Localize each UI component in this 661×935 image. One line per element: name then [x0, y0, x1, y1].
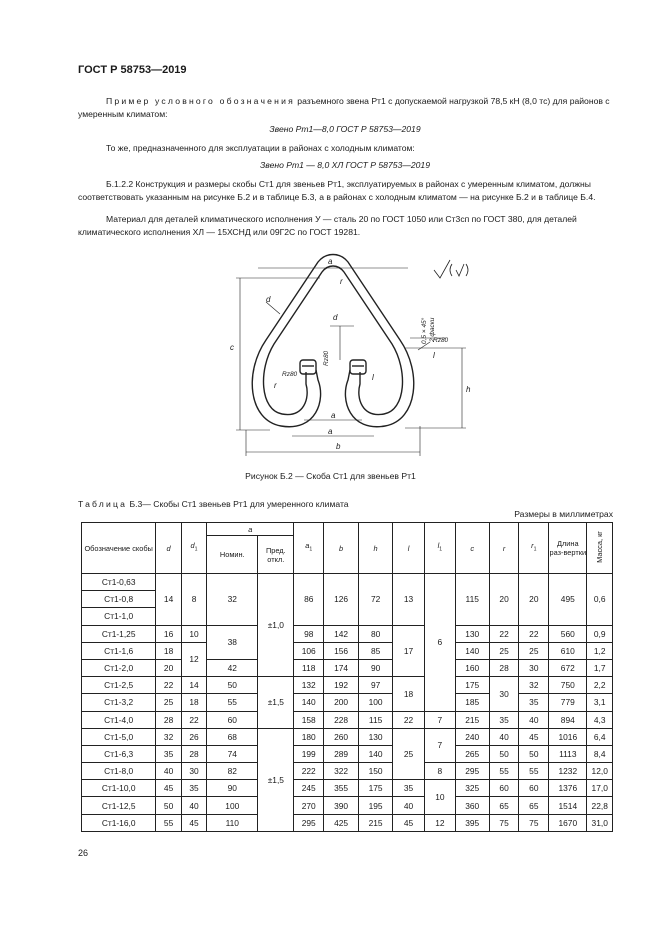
table-row	[82, 745, 613, 762]
table-cell: 2,2	[587, 677, 613, 694]
designation-example-1: Звено Рт1—8,0 ГОСТ Р 58753—2019	[269, 124, 421, 134]
table-cell: 10	[181, 625, 206, 642]
th-l: l	[393, 523, 425, 574]
label-d1: d	[333, 313, 338, 322]
left-threaded-end	[300, 360, 316, 374]
table-cell: Ст1-1,25	[82, 625, 156, 642]
table-cell: 1670	[549, 814, 587, 831]
th-r1: $r_1$	[519, 523, 549, 574]
table-cell: 4,3	[587, 711, 613, 728]
table-cell: Ст1-2,5	[82, 677, 156, 694]
table-cell: 130	[455, 625, 489, 642]
table-cell: 100	[359, 694, 393, 711]
table-cell: 7	[424, 711, 455, 728]
table-cell: 20	[156, 659, 181, 676]
table-cell: 270	[294, 797, 324, 814]
table-cell: 40	[181, 797, 206, 814]
table-cell: 20	[519, 574, 549, 626]
table-cell: 13	[393, 574, 425, 626]
table-cell: Ст1-8,0	[82, 763, 156, 780]
table-cell: 132	[294, 677, 324, 694]
table-cell: 18	[156, 642, 181, 659]
table-cell: 115	[455, 574, 489, 626]
table-cell: 140	[455, 642, 489, 659]
table-cell: 65	[519, 797, 549, 814]
table-cell: 779	[549, 694, 587, 711]
label-r: r	[340, 277, 343, 286]
table-cell: 3,1	[587, 694, 613, 711]
table-cell: 142	[324, 625, 359, 642]
table-cell: 35	[181, 780, 206, 797]
table-cell: 140	[294, 694, 324, 711]
table-cell: 8,4	[587, 745, 613, 762]
table-cell: 60	[519, 780, 549, 797]
table-cell: 97	[359, 677, 393, 694]
table-cell: 8	[181, 574, 206, 626]
table-row	[82, 763, 613, 780]
table-cell: 50	[207, 677, 258, 694]
table-cell: 894	[549, 711, 587, 728]
label-chamfer-count: 2 фаски	[429, 317, 436, 342]
table-cell: 26	[181, 728, 206, 745]
table-cell: 185	[455, 694, 489, 711]
label-rz-center: Rz80	[323, 350, 330, 366]
th-a-tolerance: Пред. откл.	[258, 536, 294, 574]
th-r: r	[489, 523, 519, 574]
table-cell: 192	[324, 677, 359, 694]
table-cell: Ст1-12,5	[82, 797, 156, 814]
table-cell: 35	[393, 780, 425, 797]
table-cell: 20	[489, 574, 519, 626]
table-cell: 25	[519, 642, 549, 659]
table-cell: Ст1-4,0	[82, 711, 156, 728]
table-cell: 180	[294, 728, 324, 745]
th-designation: Обозначение скобы	[82, 523, 156, 574]
table-cell: Ст1-5,0	[82, 728, 156, 745]
table-cell: 16	[156, 625, 181, 642]
table-cell: 55	[156, 814, 181, 831]
table-cell: 355	[324, 780, 359, 797]
paragraph-example	[78, 95, 612, 121]
table-cell: 160	[455, 659, 489, 676]
table-cell: 22	[393, 711, 425, 728]
table-cell: Ст1-2,0	[82, 659, 156, 676]
table-cell: 74	[207, 745, 258, 762]
table-cell: 86	[294, 574, 324, 626]
table-row	[82, 728, 613, 745]
document-header: ГОСТ Р 58753—2019	[78, 64, 187, 76]
table-cell: 14	[181, 677, 206, 694]
table-cell: 110	[207, 814, 258, 831]
table-cell: 30	[489, 677, 519, 711]
table-cell: 40	[393, 797, 425, 814]
table-row	[82, 814, 613, 831]
table-cell: 12	[424, 814, 455, 831]
table-cell: 130	[359, 728, 393, 745]
table-cell: 60	[207, 711, 258, 728]
th-a1: $a_1$	[294, 523, 324, 574]
table-cell: 31,0	[587, 814, 613, 831]
table-cell: ±1,5	[258, 728, 294, 831]
table-cell: 0,6	[587, 574, 613, 626]
table-row	[82, 642, 613, 659]
table-cell: 14	[156, 574, 181, 626]
table-cell: ±1,5	[258, 677, 294, 729]
th-a-nominal: Номин.	[207, 536, 258, 574]
table-cell: 325	[455, 780, 489, 797]
table-cell: 55	[519, 763, 549, 780]
label-chamfer: 0,5 × 45°	[421, 317, 428, 344]
table-cell: Ст1-10,0	[82, 780, 156, 797]
surface-finish-icon	[434, 260, 468, 278]
table-cell: 50	[519, 745, 549, 762]
th-a: a	[207, 523, 294, 536]
table-cell: 32	[519, 677, 549, 694]
table-cell: 156	[324, 642, 359, 659]
table-cell: 425	[324, 814, 359, 831]
th-mass: Масса, кг	[587, 523, 613, 574]
table-cell: 40	[156, 763, 181, 780]
table-row	[82, 625, 613, 642]
table-cell: ±1,0	[258, 574, 294, 677]
table-cell: 672	[549, 659, 587, 676]
spaced-phrase: Пример условного обозначения	[106, 96, 295, 106]
table-cell: 228	[324, 711, 359, 728]
label-rz-right: Rz80	[433, 337, 449, 344]
table-cell: 60	[489, 780, 519, 797]
table-row	[82, 574, 613, 591]
table-cell: 90	[359, 659, 393, 676]
table-cell: 25	[393, 728, 425, 780]
label-d: d	[266, 295, 271, 304]
table-cell: 55	[489, 763, 519, 780]
table-cell: 222	[294, 763, 324, 780]
table-cell: 22	[181, 711, 206, 728]
table-cell: Ст1-16,0	[82, 814, 156, 831]
table-cell: 30	[519, 659, 549, 676]
table-cell: 32	[207, 574, 258, 626]
paragraph-material: Материал для деталей климатического исполнения У — сталь 20 по ГОСТ 1050 или Ст3сп по ГОСТ 380, для деталей климатического исполнения ХЛ — 15ХСНД или 09Г2С по ГОСТ 19281.	[78, 214, 577, 237]
table-caption-spaced: Таблица	[78, 499, 128, 509]
table-cell: 50	[156, 797, 181, 814]
label-b: b	[336, 442, 341, 451]
label-c: c	[230, 343, 234, 352]
table-cell: 65	[489, 797, 519, 814]
paragraph-cold: То же, предназначенного для эксплуатации в районах с холодным климатом:	[106, 143, 415, 153]
table-cell: 75	[519, 814, 549, 831]
table-cell: 265	[455, 745, 489, 762]
table-row	[82, 711, 613, 728]
table-cell: 560	[549, 625, 587, 642]
table-cell: 1113	[549, 745, 587, 762]
table-cell: 390	[324, 797, 359, 814]
table-cell: Ст1-6,3	[82, 745, 156, 762]
table-cell: 175	[455, 677, 489, 694]
table-cell: 35	[156, 745, 181, 762]
label-h: h	[466, 385, 471, 394]
table-cell: 199	[294, 745, 324, 762]
table-cell: 75	[489, 814, 519, 831]
th-h: h	[359, 523, 393, 574]
table-cell: 28	[181, 745, 206, 762]
bracket-inner-contour	[264, 266, 403, 415]
figure-caption: Рисунок Б.2 — Скоба Ст1 для звеньев Рт1	[245, 471, 416, 481]
table-caption	[78, 499, 349, 509]
table-cell: 8	[424, 763, 455, 780]
table-cell: 68	[207, 728, 258, 745]
table-cell: 495	[549, 574, 587, 626]
table-cell: 1,7	[587, 659, 613, 676]
table-cell: 90	[207, 780, 258, 797]
table-cell: 750	[549, 677, 587, 694]
table-cell: 100	[207, 797, 258, 814]
table-cell: 55	[207, 694, 258, 711]
table-cell: 195	[359, 797, 393, 814]
table-cell: 22	[519, 625, 549, 642]
table-cell: 35	[519, 694, 549, 711]
table-cell: 200	[324, 694, 359, 711]
table-cell: 174	[324, 659, 359, 676]
table-cell: 175	[359, 780, 393, 797]
table-cell: 260	[324, 728, 359, 745]
table-cell: 360	[455, 797, 489, 814]
table-cell: 240	[455, 728, 489, 745]
label-a-top: a	[328, 257, 333, 266]
label-a1: a	[328, 427, 333, 436]
label-r1: r	[274, 381, 277, 390]
table-cell: 7	[424, 728, 455, 762]
table-cell: 45	[519, 728, 549, 745]
table-cell: 140	[359, 745, 393, 762]
table-cell: Ст1-3,2	[82, 694, 156, 711]
table-cell: 72	[359, 574, 393, 626]
table-cell: 30	[181, 763, 206, 780]
table-cell: 40	[519, 711, 549, 728]
dimensions-table	[81, 522, 613, 832]
table-cell: 17,0	[587, 780, 613, 797]
table-cell: Ст1-0,63	[82, 574, 156, 591]
table-cell: 25	[489, 642, 519, 659]
th-length: Длина раз-вертки	[549, 523, 587, 574]
paragraph-text: разъемного звена Рт1 с допускаемой нагрузкой 78,5 кН (8,0 тс) для районов с умеренным климатом:	[78, 96, 610, 119]
table-cell: 22	[156, 677, 181, 694]
table-cell: 25	[156, 694, 181, 711]
table-cell: 395	[455, 814, 489, 831]
table-cell: 17	[393, 625, 425, 677]
th-l1: $l_1$	[424, 523, 455, 574]
table-cell: 35	[489, 711, 519, 728]
table-cell: 22,8	[587, 797, 613, 814]
table-cell: 289	[324, 745, 359, 762]
table-cell: 1376	[549, 780, 587, 797]
table-cell: 28	[156, 711, 181, 728]
table-row	[82, 694, 613, 711]
table-row	[82, 780, 613, 797]
table-cell: 245	[294, 780, 324, 797]
table-row	[82, 677, 613, 694]
table-cell: 85	[359, 642, 393, 659]
table-cell: 1,2	[587, 642, 613, 659]
label-a: a	[331, 411, 336, 420]
table-cell: 45	[156, 780, 181, 797]
bracket-drawing	[200, 250, 490, 465]
designation-example-2: Звено Рт1 — 8,0 ХЛ ГОСТ Р 58753—2019	[260, 160, 430, 170]
table-cell: 106	[294, 642, 324, 659]
table-cell: 18	[181, 694, 206, 711]
label-l1: l	[372, 373, 374, 382]
table-cell: 215	[455, 711, 489, 728]
label-l: l	[433, 351, 435, 360]
table-cell: 10	[424, 780, 455, 814]
table-cell: 28	[489, 659, 519, 676]
paragraph-construction: Б.1.2.2 Конструкция и размеры скобы Ст1 для звеньев Рт1, эксплуатируемых в районах с умеренным климатом, должны соответствовать указанным на рисунке Б.2 и в таблице Б.3, а в районах с холодным климатом — на рисунке Б.2 и в таблице Б.4.	[78, 179, 596, 202]
table-cell: 1514	[549, 797, 587, 814]
th-d1: $d_1$	[181, 523, 206, 574]
table-cell: Ст1-1,0	[82, 608, 156, 625]
page-number: 26	[78, 848, 89, 858]
table-cell: 126	[324, 574, 359, 626]
table-cell: 0,9	[587, 625, 613, 642]
table-cell: 32	[156, 728, 181, 745]
table-cell: 6,4	[587, 728, 613, 745]
table-cell: 80	[359, 625, 393, 642]
table-cell: 6	[424, 574, 455, 712]
label-rz-left: Rz80	[282, 371, 298, 378]
table-cell: 18	[393, 677, 425, 711]
table-cell: 295	[455, 763, 489, 780]
th-b: b	[324, 523, 359, 574]
table-cell: 150	[359, 763, 393, 780]
table-cell: 610	[549, 642, 587, 659]
table-row	[82, 797, 613, 814]
table-cell: 1232	[549, 763, 587, 780]
table-caption-text: Б.3— Скобы Ст1 звеньев Рт1 для умеренного климата	[127, 499, 349, 509]
table-cell: Ст1-1,6	[82, 642, 156, 659]
table-cell: 158	[294, 711, 324, 728]
table-cell: 12,0	[587, 763, 613, 780]
table-cell: 215	[359, 814, 393, 831]
table-cell: 322	[324, 763, 359, 780]
table-cell: 42	[207, 659, 258, 676]
table-cell: 115	[359, 711, 393, 728]
right-threaded-end	[350, 360, 366, 374]
table-cell: Ст1-0,8	[82, 591, 156, 608]
table-units: Размеры в миллиметрах	[514, 509, 613, 519]
table-cell: 82	[207, 763, 258, 780]
table-cell: 50	[489, 745, 519, 762]
table-cell: 118	[294, 659, 324, 676]
table-cell: 45	[393, 814, 425, 831]
table-cell: 1016	[549, 728, 587, 745]
table-cell: 22	[489, 625, 519, 642]
table-row	[82, 659, 613, 676]
th-c: c	[455, 523, 489, 574]
table-cell: 40	[489, 728, 519, 745]
th-d: d	[156, 523, 181, 574]
table-cell: 295	[294, 814, 324, 831]
table-cell: 45	[181, 814, 206, 831]
table-cell: 12	[181, 642, 206, 676]
table-cell: 38	[207, 625, 258, 659]
table-cell: 98	[294, 625, 324, 642]
